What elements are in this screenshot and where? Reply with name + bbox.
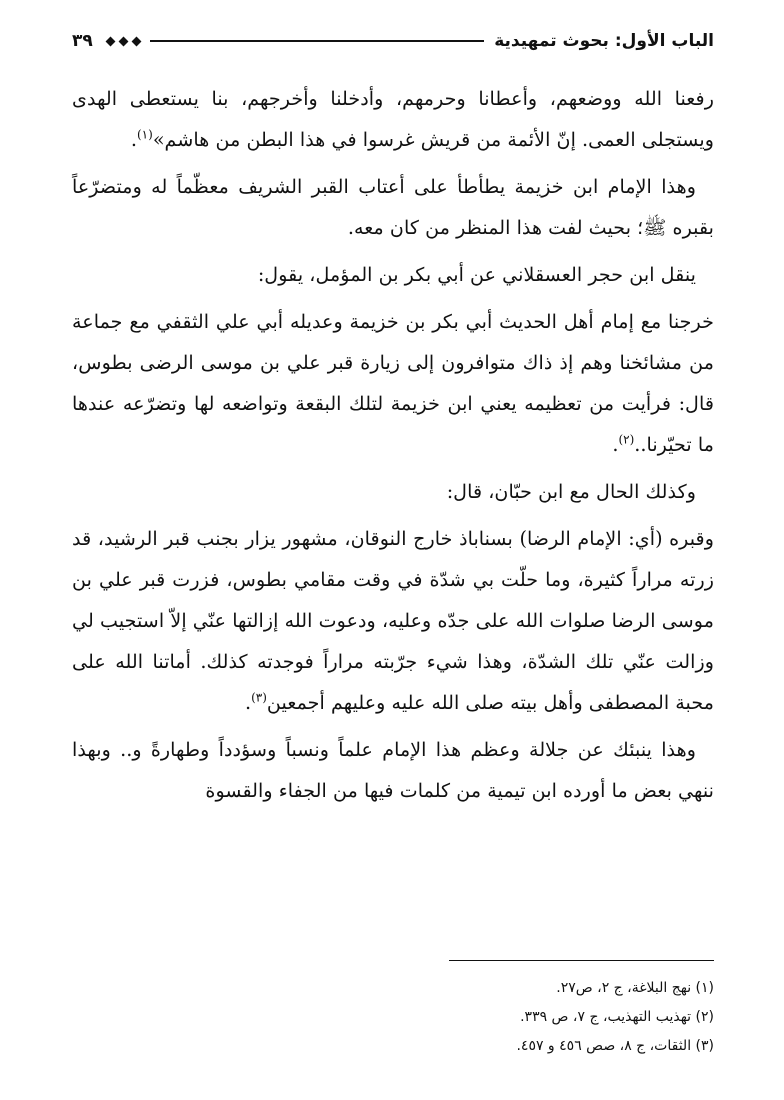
paragraph: ينقل ابن حجر العسقلاني عن أبي بكر بن المؤمل، يقول: — [257, 263, 696, 286]
paragraph: وهذا الإمام ابن خزيمة يطأطأ على أعتاب القبر الشريف معظّماً له ومتضرّعاً بقبره ﷺ؛ بحيث لفت هذا المنظر من كان معه. — [72, 175, 714, 239]
footnote-marker: (٢) — [618, 432, 635, 447]
diamond-ornament-icon — [131, 36, 141, 46]
chapter-title: الباب الأول: بحوث تمهيدية — [494, 31, 714, 51]
footnote: (١) نهج البلاغة، ج ٢، ص٢٧. — [556, 980, 714, 996]
footnote: (٢) تهذيب التهذيب، ج ٧، ص ٣٣٩. — [520, 1009, 714, 1025]
paragraph: وقبره (أي: الإمام الرضا) بسناباذ خارج النوقان، مشهور يزار بجنب قبر الرشيد، قد زرته مراراً كثيرة، وما حلّت بي شدّة في وقت مقامي بطوس، فزرت قبر علي بن موسى الرضا صلوات الله على جدّه وعليه، ودعوت الله إزالتها عنّي إلاّ استجيب لي وزالت عنّي تلك الشدّة، وهذا شيء جرّبته مراراً فوجدته كذلك. أماتنا الله على محبة المصطفى وأهل بيته صلى الله عليه وعليهم أجمعين$^{(٣)}$. — [72, 527, 714, 714]
paragraph: وهذا ينبئك عن جلالة وعظم هذا الإمام علماً ونسباً وسؤدداً وطهارةً و.. وبهذا ننهي بعض ما أورده ابن تيمية من كلمات فيها من الجفاء والقسوة — [72, 738, 714, 802]
paragraph: رفعنا الله ووضعهم، وأعطانا وحرمهم، وأدخلنا وأخرجهم، بنا يستعطى الهدى ويستجلى العمى. إنّ الأئمة من قريش غرسوا في هذا البطن من هاشم»$^{(١)}$. — [72, 87, 714, 151]
main-text — [72, 78, 714, 817]
footnote: (٣) الثقات، ج ٨، صص ٤٥٦ و ٤٥٧. — [516, 1038, 714, 1054]
page-number: ٣٩ — [72, 31, 93, 51]
header-ornament — [107, 38, 140, 45]
diamond-ornament-icon — [118, 36, 128, 46]
paragraph: خرجنا مع إمام أهل الحديث أبي بكر بن خزيمة وعديله أبي علي الثقفي مع جماعة من مشائخنا وهم إذ ذاك متوافرون إلى زيارة قبر علي بن موسى الرضى بطوس، قال: فرأيت من تعظيمه يعني ابن خزيمة لتلك البقعة وتواضعه لها وتضرّعه عندها ما تحيّرنا..$^{(٢)}$. — [72, 310, 714, 456]
paragraph: وكذلك الحال مع ابن حبّان، قال: — [446, 480, 696, 503]
footnote-marker: (٣) — [251, 690, 267, 705]
footnotes — [72, 974, 714, 1061]
running-header — [72, 26, 714, 56]
diamond-ornament-icon — [105, 36, 115, 46]
footnote-separator — [449, 960, 714, 961]
footnote-marker: (١) — [136, 127, 153, 142]
header-rule — [150, 40, 484, 42]
